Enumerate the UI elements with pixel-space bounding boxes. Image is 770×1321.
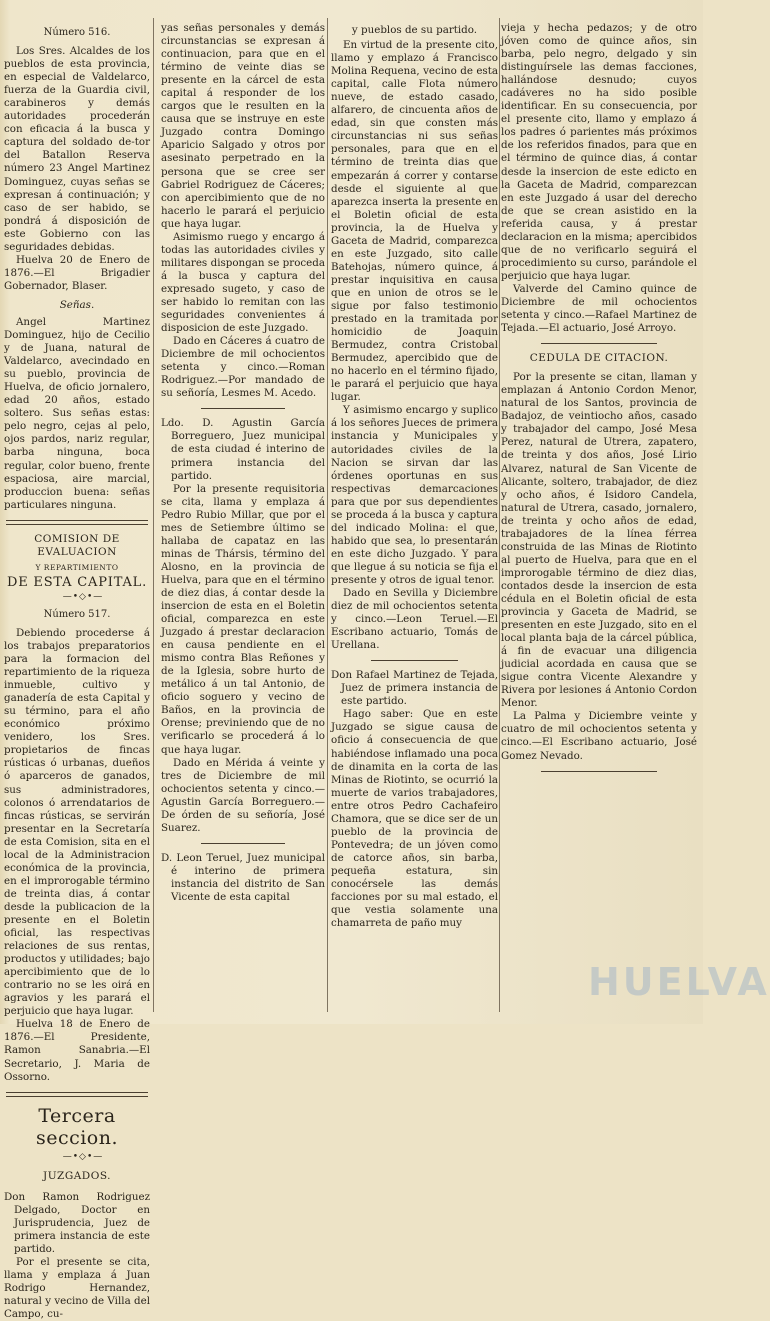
notice-date: Dado en Mérida á veinte y tres de Diciembre de mil ochocientos setenta y cinco.—Agustin García Borreguero.—De órden de su señoría, José Suarez.: [161, 756, 325, 834]
column-rule: [153, 18, 154, 1012]
separator: [541, 343, 657, 344]
section-heading-cedula: CEDULA DE CITACION.: [529, 352, 669, 365]
notice-heading: Ldo. D. Agustin García Borreguero, Juez municipal de esta ciudad é interino de primera instancia del partido.: [161, 417, 325, 482]
section-heading-capital: DE ESTA CAPITAL.: [6, 574, 148, 590]
notice-number: Número 516.: [43, 27, 111, 38]
notice-body: Por el presente se cita, llama y emplaza á Juan Rodrigo Hernandez, natural y vecino de Villa del Campo, cu-: [4, 1255, 150, 1321]
separator: [541, 771, 657, 772]
column-rule: [327, 18, 328, 1012]
notice-date: Dado en Sevilla y Diciembre diez de mil ochocientos setenta y cinco.—Leon Teruel.—El Escribano actuario, Tomás de Urellana.: [331, 587, 498, 652]
column-2: [161, 22, 325, 904]
separator: [201, 843, 285, 844]
notice-heading: Don Ramon Rodriguez Delgado, Doctor en Jurisprudencia, Juez de primera instancia de este partido.: [4, 1190, 150, 1255]
notice-date: Huelva 20 de Enero de 1876.—El Brigadier Gobernador, Blaser.: [4, 253, 150, 292]
ornament: —•◇•—: [62, 1151, 104, 1162]
notice-body: Y asimismo encargo y suplico á los señores Jueces de primera instancia y Municipales y autoridades civiles de la Nacion se sirvan dar las órdenes oportunas en sus respectivas demarcaciones para que por sus dependientes se proceda á la busca y captura del indicado Molina: el que, habido que sea, lo presentarán en este dicho Juzgado. Y para que llegue á su noticia se fija el presente y otros de igual tenor.: [331, 404, 498, 586]
notice-body: yas señas personales y demás circunstancias se expresan á continuacion, para que en el término de veinte dias se presente en la cárcel de esta capital á responder de los cargos que le resulten en la causa que se instruye en este Juzgado contra Domingo Aparicio Salgado y otros por asesinato perpetrado en la persona que se cree ser Gabriel Rodriguez de Cáceres; con apercibimiento que de no hacerlo le parará el perjuicio que haya lugar.: [161, 22, 325, 230]
separator: [201, 408, 285, 409]
column-4: [501, 22, 697, 780]
section-heading-juzgados: JUZGADOS.: [42, 1169, 111, 1182]
separator: [6, 520, 148, 525]
section-subheading: Y REPARTIMIENTO: [35, 562, 119, 572]
notice-date: Huelva 18 de Enero de 1876.—El Presidente, Ramon Sanabria.—El Secretario, J. Maria de Ossorno.: [4, 1018, 150, 1083]
library-watermark-stamp: HUELVA: [588, 960, 770, 1004]
notice-body: Por la presente se citan, llaman y emplazan á Antonio Cordon Menor, natural de los Santos, provincia de Badajoz, de veintiocho años, casado y trabajador del campo, José Mesa Perez, natural de Utrera, zapatero, de treinta y dos años, José Lirio Alvarez, natural de San Vicente de Alicante, soltero, trabajador, de diez y ocho años, é Isidoro Candela, natural de Utrera, casado, jornalero, de treinta y ocho años de edad, trabajadores de la línea férrea construida de las Minas de Riotinto al puerto de Huelva, para que en el improrogable término de diez dias, contados desde la insercion de esta cédula en el Boletin oficial de esta provincia y Gaceta de Madrid, se presenten en este Juzgado, sito en el local planta baja de la cárcel pública, á fin de evacuar una diligencia judicial acordada en causa que se sigue contra Vicente Alexandre y Rivera por lesiones á Antonio Cordon Menor.: [501, 371, 697, 710]
notice-date: Valverde del Camino quince de Diciembre de mil ochocientos setenta y cinco.—Rafael Martinez de Tejada.—El actuario, José Arroyo.: [501, 282, 697, 335]
notice-heading: D. Leon Teruel, Juez municipal é interino de primera instancia del distrito de San Vicente de esta capital: [161, 851, 325, 903]
column-rule: [499, 18, 500, 1012]
notice-number: Número 517.: [43, 608, 111, 620]
column-3: [331, 22, 498, 930]
notice-body: En virtud de la presente cito, llamo y emplazo á Francisco Molina Requena, vecino de esta capital, calle Flota número nueve, de estado casado, alfarero, de cincuenta años de edad, sin que consten más circunstancias ni sus señas personales, para que en el término de treinta dias que empezarán á correr y contarse desde el siguiente al que aparezca inserta la presente en el Boletin oficial de esta provincia, la de Huelva y Gaceta de Madrid, comparezca en este Juzgado, sito calle Batehojas, número quince, á prestar inquisitiva en causa que en union de otros se le sigue por falso testimonio prestado en la tramitada por homicidio de Joaquin Bermudez, contra Cristobal Bermudez, apercibido que de no hacerlo en el término fijado, le parará el perjuicio que haya lugar.: [331, 39, 498, 404]
separator: [371, 660, 458, 661]
notice-body: Asimismo ruego y encargo á todas las autoridades civiles y militares dispongan se proceda á la busca y captura del expresado sugeto, y caso de ser habido lo remitan con las seguridades convenientes á disposicion de este Juzgado.: [161, 230, 325, 335]
subheading-senas: Señas.: [59, 298, 95, 311]
section-heading: COMISION DE EVALUACION: [34, 532, 120, 558]
notice-description: Angel Martinez Dominguez, hijo de Cecilio y de Juana, natural de Valdelarco, avecindado en su pueblo, provincia de Huelva, de oficio jornalero, edad 20 años, estado soltero. Sus señas estas: pelo negro, cejas al pelo, ojos pardos, nariz regular, barba ninguna, boca regular, color bueno, frente espaciosa, aire marcial, produccion buena: señas particulares ninguna.: [4, 315, 150, 511]
notice-body: Hago saber: Que en este Juzgado se sigue causa de oficio á consecuencia de que habiéndose inflamado una poca de dinamita en la corta de las Minas de Riotinto, se ocurrió la muerte de varios trabajadores, entre otros Pedro Cachafeiro Chamora, que se dice ser de un pueblo de la provincia de Pontevedra; de un jóven como de catorce años, sin barba, pequeña estatura, sin conocérsele las demás facciones por su mal estado, el que vestia solamente una chamarreta de paño muy: [331, 708, 498, 930]
notice-heading-end: y pueblos de su partido.: [351, 24, 478, 36]
section-title: Tercera seccion.: [35, 1104, 119, 1149]
notice-date: Dado en Cáceres á cuatro de Diciembre de mil ochocientos setenta y cinco.—Roman Rodriguez.—Por mandado de su señoría, Lesmes M. Acedo.: [161, 335, 325, 400]
notice-body: Los Sres. Alcaldes de los pueblos de esta provincia, en especial de Valdelarco, fuerza de la Guardia civil, carabineros y demás autoridades procederán con eficacia á la busca y captura del soldado de-tor del Batallon Reserva número 23 Angel Martinez Dominguez, cuyas señas se expresan á continuación; y caso de ser habido, se pondrá á disposición de este Gobierno con las seguridades debidas.: [4, 45, 150, 253]
notice-body: vieja y hecha pedazos; y de otro jóven como de quince años, sin barba, pelo negro, delgado y sin distinguírsele las demas facciones, hallándose desnudo; cuyos cadáveres no ha sido posible identificar. En su consecuencia, por el presente cito, llamo y emplazo á los padres ó parientes más próximos de los referidos finados, para que en el término de quince dias, á contar desde la insercion de este edicto en la Gaceta de Madrid, comparezcan en este Juzgado á usar del derecho de que se crean asistido en la referida causa, y á prestar declaracion en la misma; apercibidos que de no verificarlo seguirá el procedimiento su curso, parándole el perjuicio que haya lugar.: [501, 22, 697, 282]
column-1: [4, 22, 150, 1321]
notice-heading: Don Rafael Martinez de Tejada, Juez de primera instancia de este partido.: [331, 669, 498, 708]
separator: [6, 1092, 148, 1097]
notice-date: La Palma y Diciembre veinte y cuatro de mil ochocientos setenta y cinco.—El Escribano actuario, José Gomez Nevado.: [501, 710, 697, 762]
notice-body: Por la presente requisitoria se cita, llama y emplaza á Pedro Rubio Millar, que por el mes de Setiembre último se hallaba de capataz en las minas de Thársis, término del Alosno, en la provincia de Huelva, para que en el término de diez dias, á contar desde la insercion de esta en el Boletin oficial, comparezca en este Juzgado á prestar declaracion en causa pendiente en el mismo contra Blas Reñones y de la Iglesia, sobre hurto de metálico á un tal Antonio, de oficio soguero y vecino de Baños, en la provincia de Orense; previniendo que de no verificarlo se procederá á lo que haya lugar.: [161, 482, 325, 756]
notice-body: Debiendo procederse á los trabajos preparatorios para la formacion del repartimiento de la riqueza inmueble, cultivo y ganadería de esta Capital y su término, para el año económico próximo venidero, los Sres. propietarios de fincas rústicas ó urbanas, dueños ó aparceros de ganados, sus administradores, colonos ó arrendatarios de fincas rústicas, se servirán presentar en la Secretaría de esta Comision, sita en el local de la Administracion económica de la provincia, en el improrogable término de treinta dias, á contar desde la publicacion de la presente en el Boletin oficial, las respectivas relaciones de sus rentas, productos y utilidades; bajo apercibimiento que de lo contrario no se les oirá en agravios y les parará el perjuicio que haya lugar.: [4, 626, 150, 1018]
ornament: —•◇•—: [62, 591, 104, 602]
